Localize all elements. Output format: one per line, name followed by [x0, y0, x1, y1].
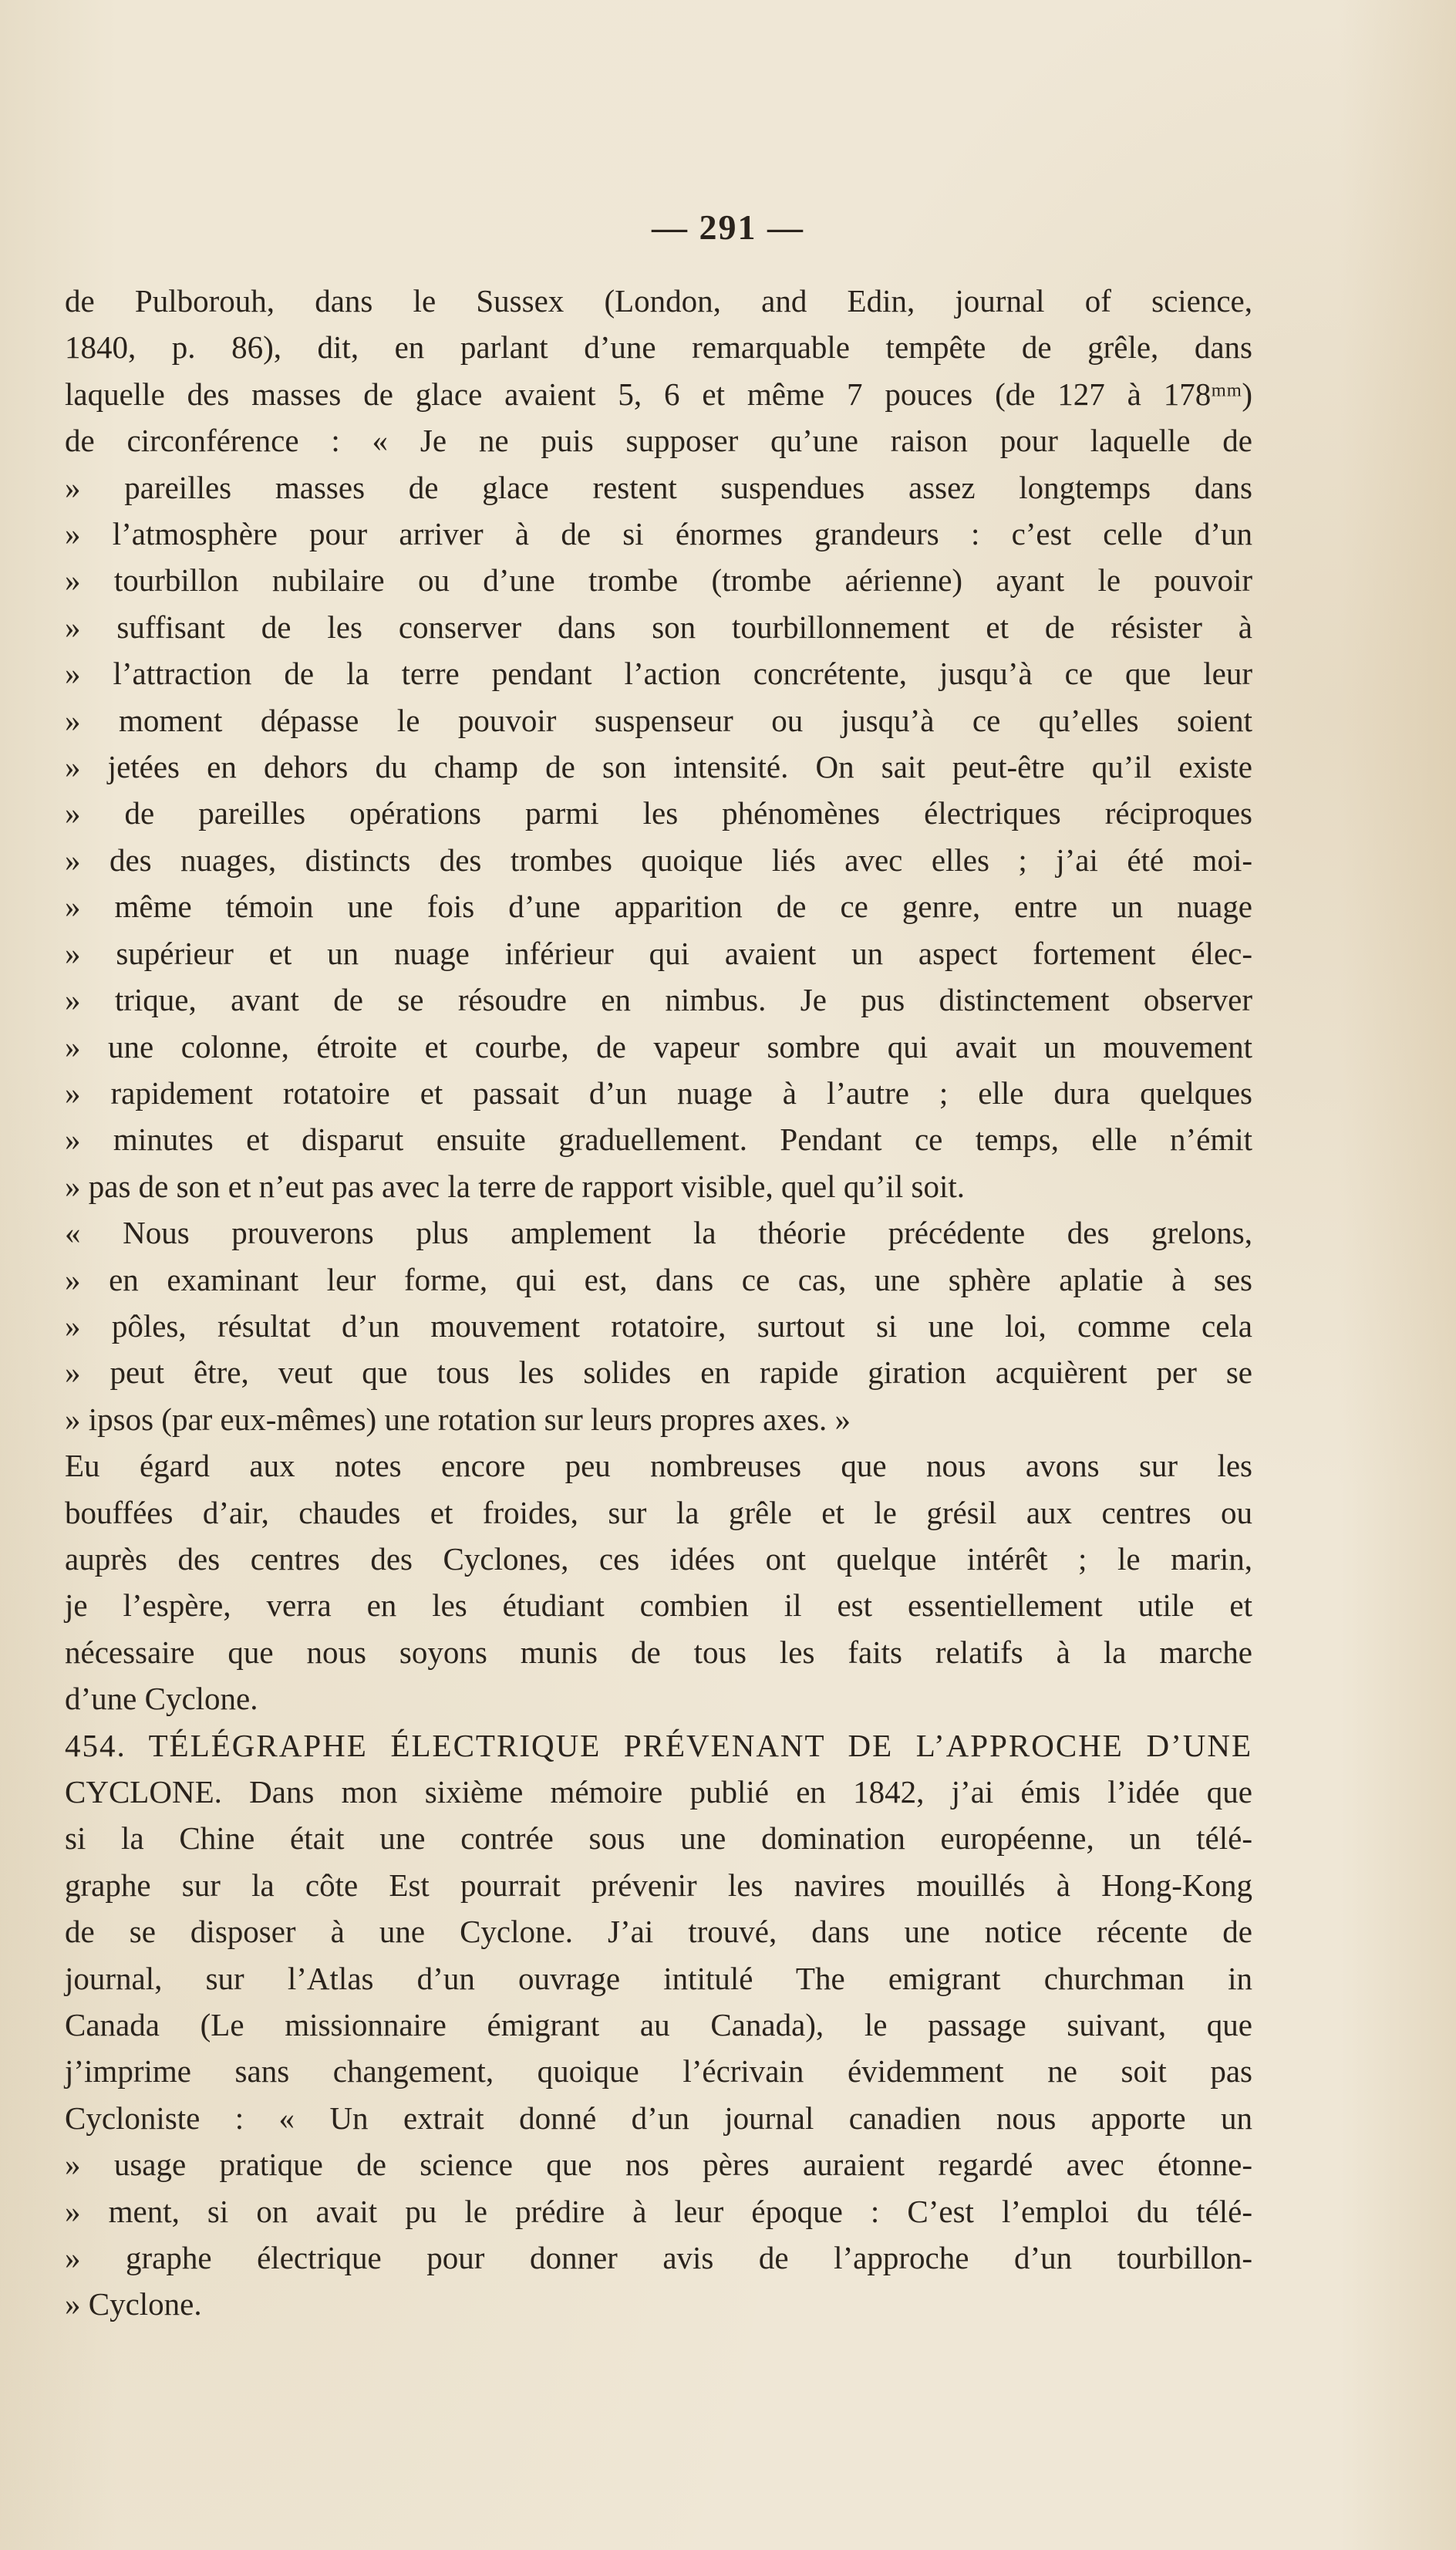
text-line: » moment dépasse le pouvoir suspenseur ou jusqu’à ce qu’elles soient: [65, 702, 1252, 738]
text-line: » graphe électrique pour donner avis de l’approche d’un tourbillon-: [65, 2240, 1252, 2276]
text-line: » usage pratique de science que nos pères auraient regardé avec étonne-: [65, 2147, 1252, 2183]
text-line: » trique, avant de se résoudre en nimbus. Je pus distinctement observer: [65, 982, 1252, 1018]
text-line: j’imprime sans changement, quoique l’écrivain évidemment ne soit pas: [65, 2053, 1252, 2090]
text-line: nécessaire que nous soyons munis de tous les faits relatifs à la marche: [65, 1634, 1252, 1670]
text-line: » jetées en dehors du champ de son intensité. On sait peut-être qu’il existe: [65, 749, 1252, 785]
text-line: si la Chine était une contrée sous une domination européenne, un télé-: [65, 1820, 1252, 1857]
text-line: » Cyclone.: [65, 2286, 202, 2322]
text-line: graphe sur la côte Est pourrait prévenir les navires mouillés à Hong-Kong: [65, 1867, 1252, 1903]
text-line: « Nous prouverons plus amplement la théorie précédente des grelons,: [65, 1215, 1252, 1251]
text-line: je l’espère, verra en les étudiant combien il est essentiellement utile et: [65, 1587, 1252, 1624]
text-line: » des nuages, distincts des trombes quoique liés avec elles ; j’ai été moi-: [65, 842, 1252, 878]
text-line: » pareilles masses de glace restent suspendues assez longtemps dans: [65, 469, 1252, 505]
text-line: bouffées d’air, chaudes et froides, sur la grêle et le grésil aux centres ou: [65, 1494, 1252, 1530]
text-line: » l’atmosphère pour arriver à de si énormes grandeurs : c’est celle d’un: [65, 516, 1252, 552]
text-line: » suffisant de les conserver dans son tourbillonnement et de résister à: [65, 609, 1252, 645]
text-line: CYCLONE. Dans mon sixième mémoire publié en 1842, j’ai émis l’idée que: [65, 1774, 1252, 1810]
text-line: auprès des centres des Cyclones, ces idées ont quelque intérêt ; le marin,: [65, 1540, 1252, 1577]
text-line: journal, sur l’Atlas d’un ouvrage intitulé The emigrant churchman in: [65, 1960, 1252, 1996]
text-line: » en examinant leur forme, qui est, dans ce cas, une sphère aplatie à ses: [65, 1261, 1252, 1297]
text-line: » supérieur et un nuage inférieur qui avaient un aspect fortement élec-: [65, 935, 1252, 971]
text-line: » ipsos (par eux-mêmes) une rotation sur leurs propres axes. »: [65, 1401, 851, 1437]
text-line: 1840, p. 86), dit, en parlant d’une remarquable tempête de grêle, dans: [65, 329, 1252, 366]
text-line: » peut être, veut que tous les solides en rapide giration acquièrent per se: [65, 1354, 1252, 1391]
text-line: Eu égard aux notes encore peu nombreuses que nous avons sur les: [65, 1448, 1252, 1484]
text-line: de circonférence : « Je ne puis supposer qu’une raison pour laquelle de: [65, 423, 1252, 459]
page-number: — 291 —: [652, 207, 804, 247]
text-line: » ment, si on avait pu le prédire à leur époque : C’est l’emploi du télé-: [65, 2193, 1252, 2229]
text-line: de Pulborouh, dans le Sussex (London, and Edin, journal of science,: [65, 283, 1252, 319]
text-line: » l’attraction de la terre pendant l’action concrétente, jusqu’à ce que leur: [65, 656, 1252, 692]
text-line: » pas de son et n’eut pas avec la terre de rapport visible, quel qu’il soit.: [65, 1168, 965, 1204]
text-line: » rapidement rotatoire et passait d’un nuage à l’autre ; elle dura quelques: [65, 1074, 1252, 1111]
text-line: » une colonne, étroite et courbe, de vapeur sombre qui avait un mouvement: [65, 1028, 1252, 1064]
section-heading-line: 454. TÉLÉGRAPHE ÉLECTRIQUE PRÉVENANT DE L’APPROCHE D’UNE: [65, 1727, 1252, 1763]
text-line: » tourbillon nubilaire ou d’une trombe (trombe aérienne) ayant le pouvoir: [65, 562, 1252, 599]
text-line: » minutes et disparut ensuite graduellement. Pendant ce temps, elle n’émit: [65, 1122, 1252, 1158]
text-line: Cycloniste : « Un extrait donné d’un journal canadien nous apporte un: [65, 2100, 1252, 2136]
text-line: laquelle des masses de glace avaient 5, 6 et même 7 pouces (de 127 à 178ᵐᵐ): [65, 376, 1252, 412]
text-line: » de pareilles opérations parmi les phénomènes électriques réciproques: [65, 795, 1252, 831]
text-line: de se disposer à une Cyclone. J’ai trouvé, dans une notice récente de: [65, 1914, 1252, 1950]
text-line: d’une Cyclone.: [65, 1681, 258, 1717]
text-line: » pôles, résultat d’un mouvement rotatoire, surtout si une loi, comme cela: [65, 1307, 1252, 1344]
body-text: [65, 278, 1252, 2328]
text-line: » même témoin une fois d’une apparition de ce genre, entre un nuage: [65, 889, 1252, 925]
text-line: Canada (Le missionnaire émigrant au Canada), le passage suivant, que: [65, 2007, 1252, 2043]
